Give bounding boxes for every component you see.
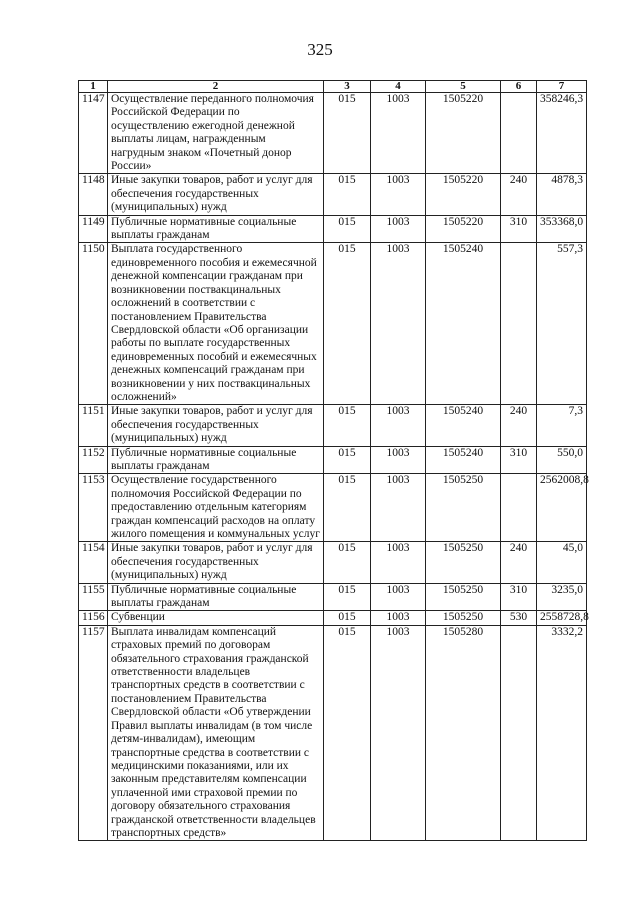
row-col4: 1003: [371, 243, 426, 405]
row-name: Выплата государственного единовременного пособия и ежемесячной денежной компенсации гражданам при возникновении поствакцинальных осложнений в соответствии с постановлением Правительства Свердловской области «Об организации работы по выплате государственных единовременных пособий и ежемесячных денежных компенсаций гражданам при возникновении у них поствакцинальных осложнений»: [108, 243, 324, 405]
table-row: [79, 93, 587, 174]
table-row: [79, 611, 587, 625]
row-amount: 4878,3: [537, 174, 587, 215]
row-col6: 310: [501, 583, 537, 611]
row-name: Выплата инвалидам компенсаций страховых премий по договорам обязательного страхования гражданской ответственности владельцев транспортных средств в соответствии с постановлением Правительства Свердловской области «Об утверждении Правил выплаты инвалидам (в том числе детям-инвалидам), имеющим транспортные средства в соответствии с медицинскими показаниями, или их законным представителям компенсации уплаченной ими страховой премии по договору обязательного страхования гражданской ответственности владельцев транспортных средств»: [108, 625, 324, 841]
row-amount: 3332,2: [537, 625, 587, 841]
table-row: [79, 542, 587, 583]
row-col3: 015: [324, 611, 371, 625]
row-col6: 310: [501, 446, 537, 474]
row-col5: 1505240: [426, 405, 501, 446]
page-number: 325: [307, 40, 333, 59]
row-col5: 1505220: [426, 215, 501, 243]
row-number: 1152: [79, 446, 108, 474]
row-number: 1147: [79, 93, 108, 174]
table-row: [79, 474, 587, 542]
column-header: 5: [426, 81, 501, 93]
row-col6: [501, 625, 537, 841]
row-col5: 1505280: [426, 625, 501, 841]
row-col3: 015: [324, 474, 371, 542]
column-header: 2: [108, 81, 324, 93]
table-row: [79, 243, 587, 405]
row-col6: 240: [501, 542, 537, 583]
row-col6: 530: [501, 611, 537, 625]
row-col3: 015: [324, 93, 371, 174]
row-col4: 1003: [371, 215, 426, 243]
table-row: [79, 215, 587, 243]
row-col5: 1505250: [426, 542, 501, 583]
row-number: 1157: [79, 625, 108, 841]
row-col3: 015: [324, 625, 371, 841]
row-amount: 353368,0: [537, 215, 587, 243]
row-name: Осуществление переданного полномочия Российской Федерации по осуществлению ежегодной денежной выплаты лицам, награжденным нагрудным знаком «Почетный донор России»: [108, 93, 324, 174]
row-number: 1149: [79, 215, 108, 243]
row-amount: 7,3: [537, 405, 587, 446]
row-number: 1151: [79, 405, 108, 446]
row-col4: 1003: [371, 446, 426, 474]
row-amount: 3235,0: [537, 583, 587, 611]
row-col6: [501, 474, 537, 542]
row-col4: 1003: [371, 583, 426, 611]
table-row: [79, 583, 587, 611]
row-name: Иные закупки товаров, работ и услуг для обеспечения государственных (муниципальных) нужд: [108, 542, 324, 583]
row-name: Публичные нормативные социальные выплаты гражданам: [108, 215, 324, 243]
column-header: 6: [501, 81, 537, 93]
row-amount: 358246,3: [537, 93, 587, 174]
row-name: Иные закупки товаров, работ и услуг для обеспечения государственных (муниципальных) нужд: [108, 405, 324, 446]
column-header: 3: [324, 81, 371, 93]
table-row: [79, 405, 587, 446]
column-header: 1: [79, 81, 108, 93]
row-col5: 1505220: [426, 93, 501, 174]
row-col4: 1003: [371, 474, 426, 542]
column-header: 4: [371, 81, 426, 93]
row-col5: 1505240: [426, 243, 501, 405]
row-name: Субвенции: [108, 611, 324, 625]
row-col4: 1003: [371, 542, 426, 583]
row-col3: 015: [324, 243, 371, 405]
row-col5: 1505250: [426, 474, 501, 542]
row-amount: 2562008,8: [537, 474, 587, 542]
table-row: [79, 446, 587, 474]
header-row: [79, 81, 587, 93]
row-col5: 1505220: [426, 174, 501, 215]
row-amount: 2558728,8: [537, 611, 587, 625]
row-col4: 1003: [371, 611, 426, 625]
row-col3: 015: [324, 174, 371, 215]
row-number: 1155: [79, 583, 108, 611]
row-col4: 1003: [371, 93, 426, 174]
row-number: 1156: [79, 611, 108, 625]
row-col3: 015: [324, 446, 371, 474]
table-row: [79, 174, 587, 215]
row-col3: 015: [324, 542, 371, 583]
row-number: 1150: [79, 243, 108, 405]
row-col5: 1505240: [426, 446, 501, 474]
row-amount: 45,0: [537, 542, 587, 583]
row-col6: 240: [501, 405, 537, 446]
row-col6: [501, 93, 537, 174]
row-name: Публичные нормативные социальные выплаты гражданам: [108, 583, 324, 611]
row-col4: 1003: [371, 405, 426, 446]
table-row: [79, 625, 587, 841]
row-name: Публичные нормативные социальные выплаты гражданам: [108, 446, 324, 474]
row-number: 1154: [79, 542, 108, 583]
row-number: 1148: [79, 174, 108, 215]
row-col4: 1003: [371, 174, 426, 215]
row-col5: 1505250: [426, 583, 501, 611]
row-name: Осуществление государственного полномочия Российской Федерации по предоставлению отдельным категориям граждан компенсаций расходов на оплату жилого помещения и коммунальных услуг: [108, 474, 324, 542]
row-amount: 550,0: [537, 446, 587, 474]
row-amount: 557,3: [537, 243, 587, 405]
row-col5: 1505250: [426, 611, 501, 625]
row-col3: 015: [324, 215, 371, 243]
row-col6: 310: [501, 215, 537, 243]
budget-table: [78, 80, 587, 841]
row-name: Иные закупки товаров, работ и услуг для обеспечения государственных (муниципальных) нужд: [108, 174, 324, 215]
row-col6: [501, 243, 537, 405]
row-col3: 015: [324, 583, 371, 611]
row-number: 1153: [79, 474, 108, 542]
row-col3: 015: [324, 405, 371, 446]
row-col6: 240: [501, 174, 537, 215]
row-col4: 1003: [371, 625, 426, 841]
column-header: 7: [537, 81, 587, 93]
